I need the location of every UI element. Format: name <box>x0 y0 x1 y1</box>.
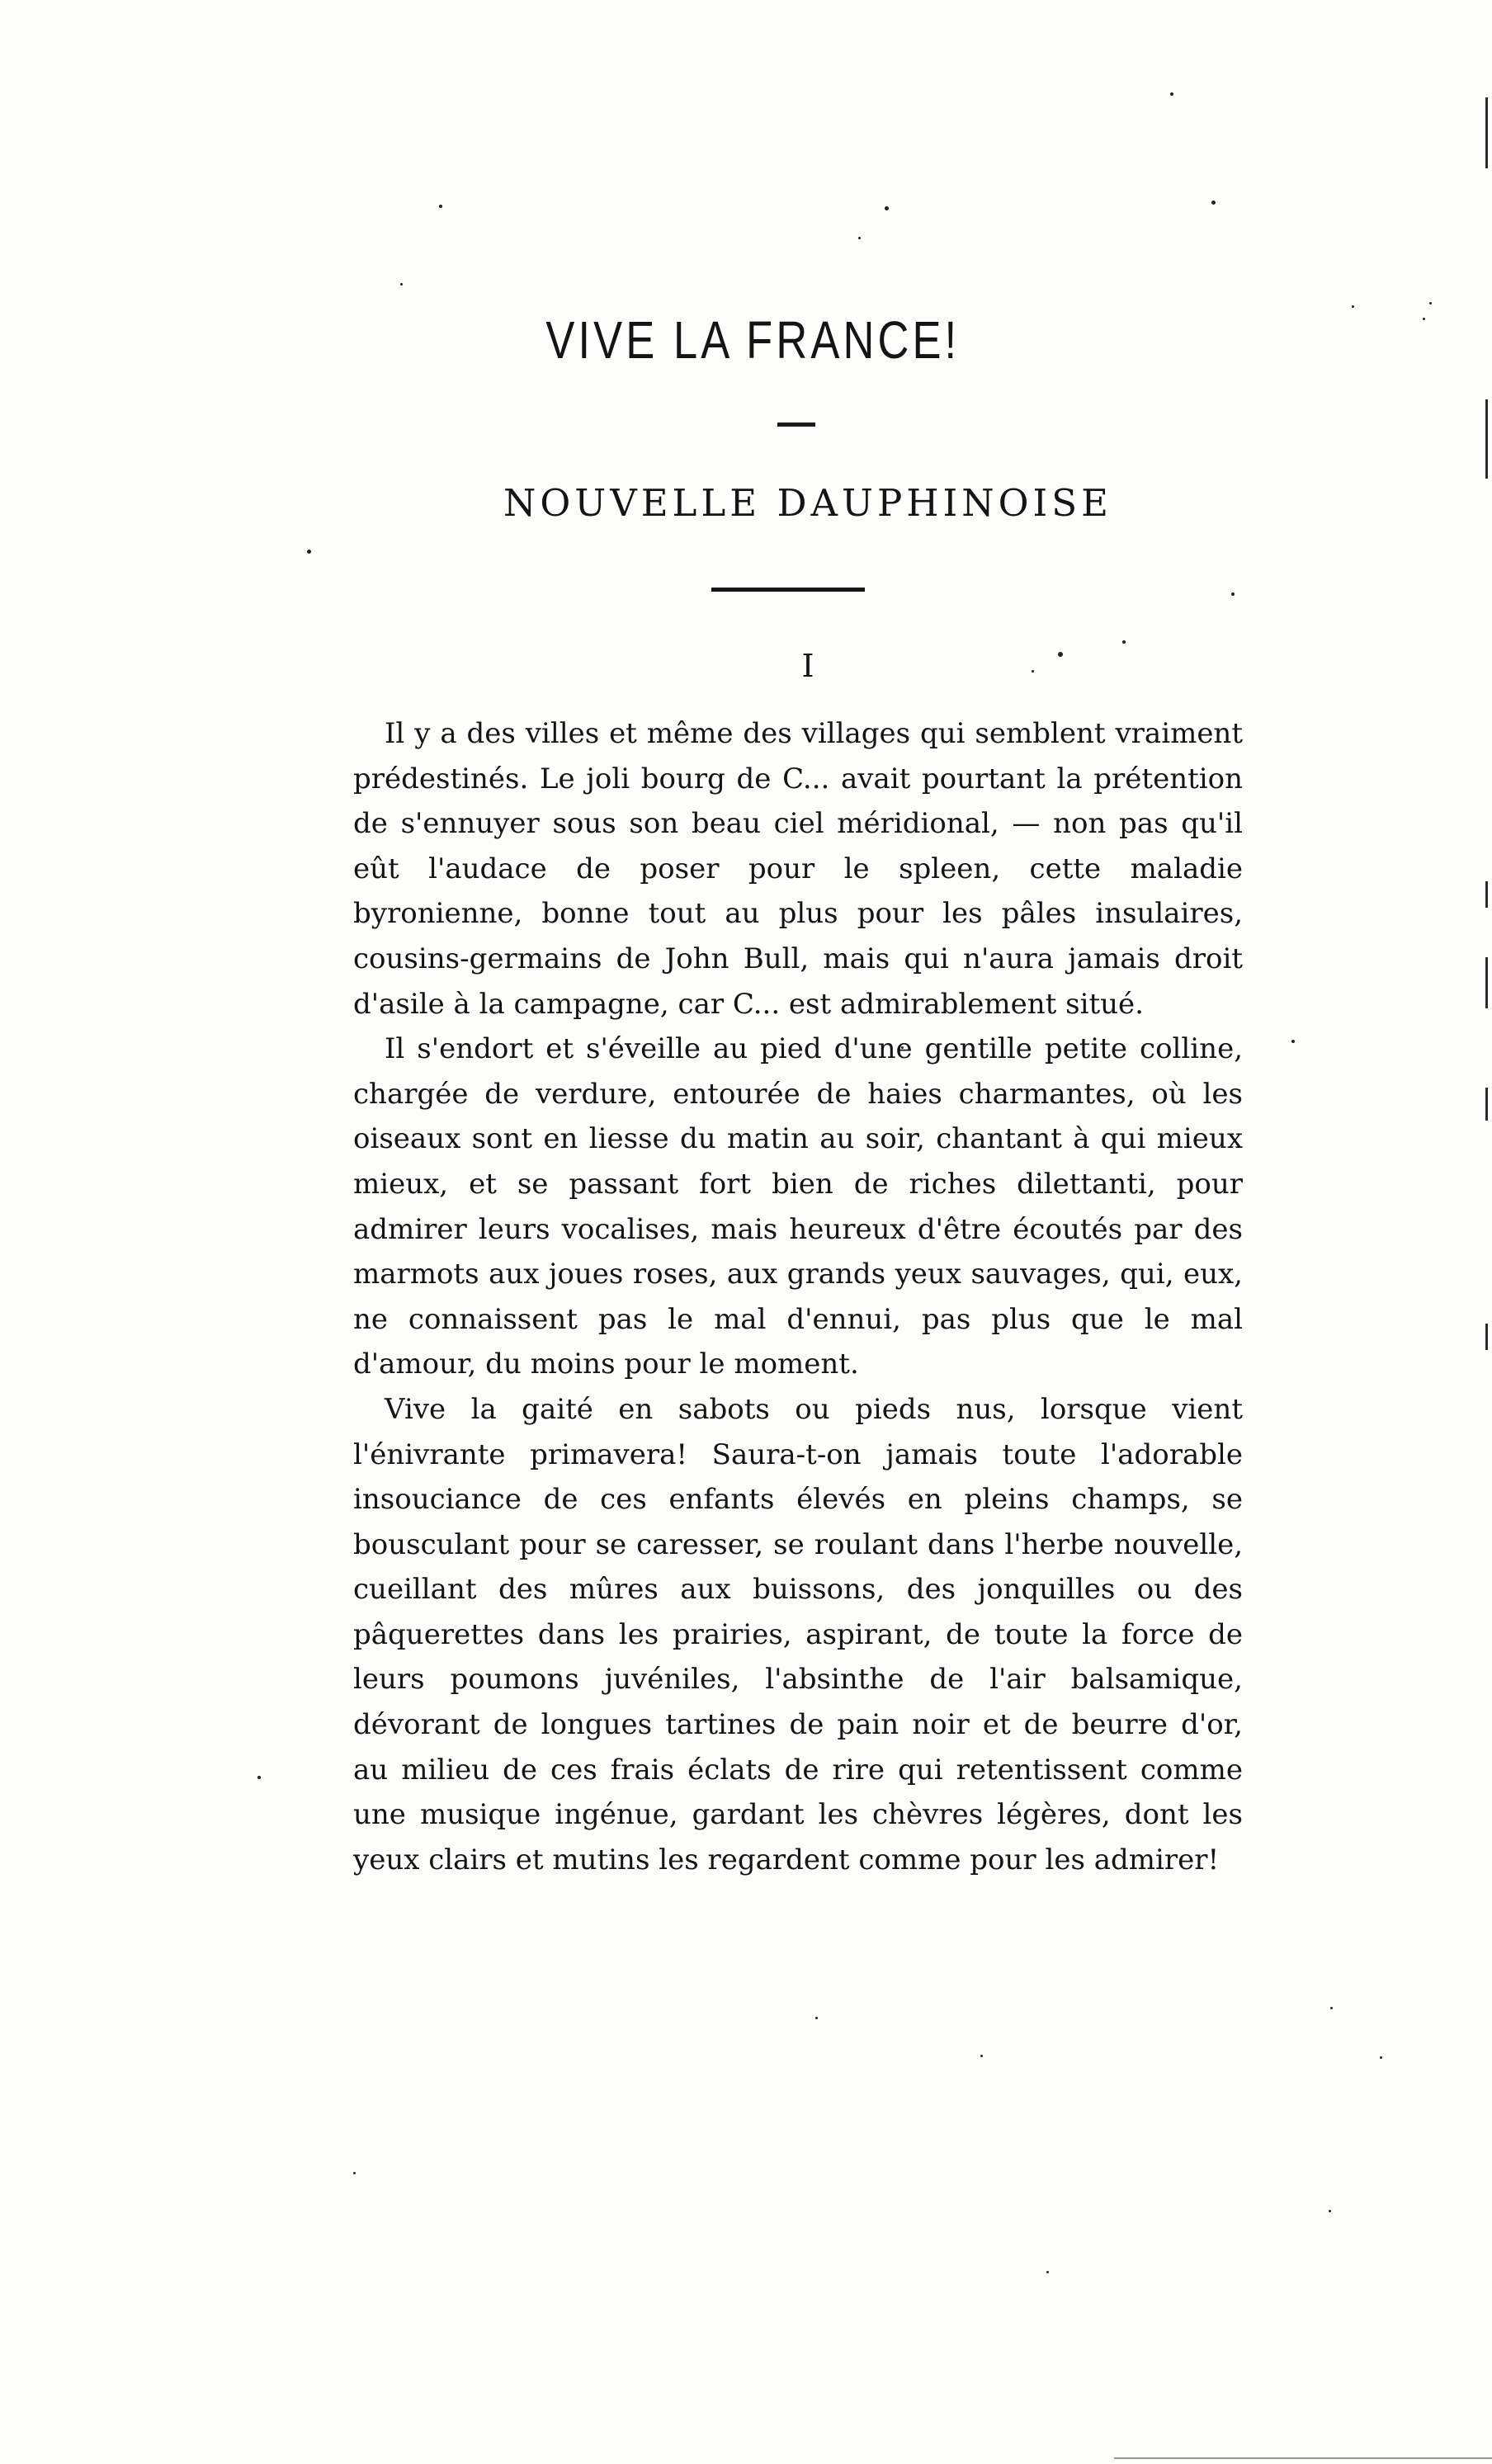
scan-bottom-edge <box>1114 2457 1492 2459</box>
subtitle-divider <box>711 588 865 592</box>
paragraph-3: Vive la gaité en sabots ou pieds nus, lorsque vient l'énivrante primavera! Saura-t-on jamais toute l'adorable insouciance de ces enfants élevés en pleins champs, se bousculant pour se caresser, se roulant dans l'herbe nouvelle, cueillant des mûres aux buissons, des jonquilles ou des pâquerettes dans les prairies, aspirant, de toute la force de leurs poumons juvéniles, l'absinthe de l'air balsamique, dévorant de longues tartines de pain noir et de beurre d'or, au milieu de ces frais éclats de rire qui retentissent comme une musique ingénue, gardant les chèvres légères, dont les yeux clairs et mutins les regardent comme pour les admirer! <box>353 1392 1243 1876</box>
paragraph-2: Il s'endort et s'éveille au pied d'une gentille petite colline, chargée de verdure, entourée de haies charmantes, où les oiseaux sont en liesse du matin au soir, chantant à qui mieux mieux, et se passant fort bien de riches dilettanti, pour admirer leurs vocalises, mais heureux d'être écoutés par des marmots aux joues roses, aux grands yeux sauvages, qui, eux, ne connaissent pas le mal d'ennui, pas plus que le mal d'amour, du moins pour le moment. <box>353 1032 1243 1381</box>
page-title: VIVE LA FRANCE! <box>545 310 961 370</box>
page-subtitle: NOUVELLE DAUPHINOISE <box>503 481 1112 525</box>
title-dash-divider <box>777 422 815 427</box>
paragraph-1: Il y a des villes et même des villages qui semblent vraiment prédestinés. Le joli bourg de C... avait pourtant la prétention de s'ennuyer sous son beau ciel méridional, — non pas qu'il eût l'audace de poser pour le spleen, cette maladie byronienne, bonne tout au plus pour les pâles insulaires, cousins-germains de John Bull, mais qui n'aura jamais droit d'asile à la campagne, car C... est admirablement situé. <box>353 717 1243 1021</box>
chapter-body <box>353 711 1243 1882</box>
chapter-number: I <box>801 648 814 684</box>
